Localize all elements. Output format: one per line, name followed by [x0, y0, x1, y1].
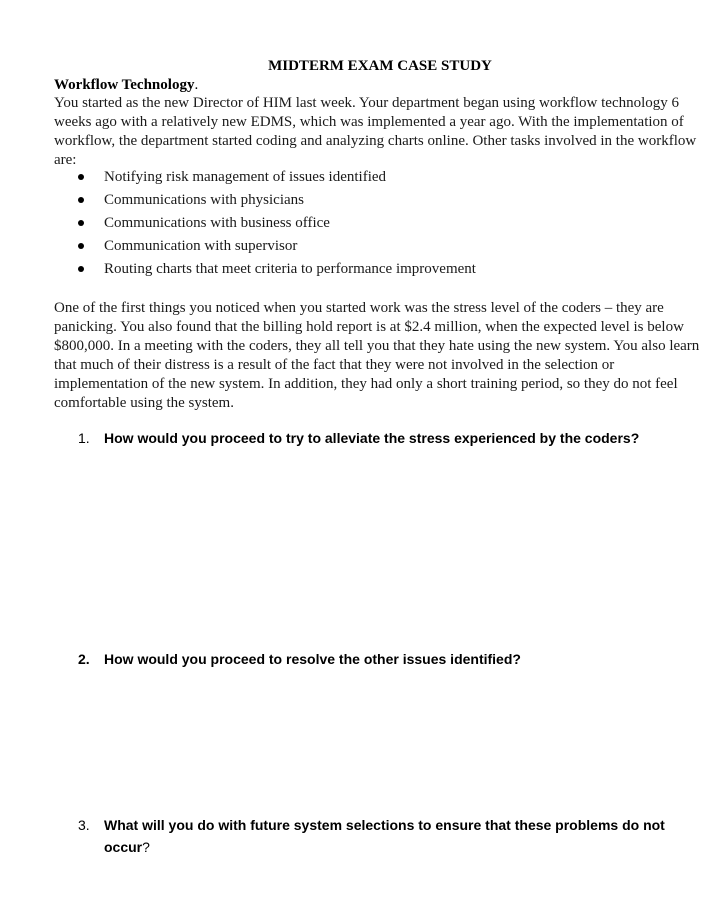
question-text: How would you proceed to try to alleviate the stress experienced by the coders? — [104, 430, 640, 446]
list-item-text: Communications with business office — [104, 215, 330, 231]
question-text: What will you do with future system selections to ensure that these problems do not occur — [104, 817, 665, 855]
workflow-task-list — [54, 168, 476, 283]
question-1 — [78, 427, 678, 449]
list-item-text: Routing charts that meet criteria to performance improvement — [104, 261, 476, 277]
list-item — [54, 168, 476, 191]
section-heading-suffix: . — [194, 77, 199, 93]
list-item — [54, 237, 476, 260]
case-paragraph — [54, 299, 708, 413]
list-item-text: Notifying risk management of issues identified — [104, 169, 387, 185]
case-text: One of the first things you noticed when you started work was the stress level of the coders – they are panicking. You also found that the billing hold report is at $2.4 million, when the expected level is below $800,000. In a meeting with the coders, they all tell you that they hate using the new system. You also learn that much of their distress is a result of the fact that they were not involved in the selection or implementation of the new system. In addition, they had only a short training period, so they do not feel comfortable using the system. — [54, 300, 700, 411]
question-text-wrap — [78, 814, 678, 858]
list-item — [54, 191, 476, 214]
question-3 — [78, 814, 678, 858]
question-number: 3. — [78, 817, 90, 833]
bullet-icon — [78, 243, 84, 249]
list-item-text: Communications with physicians — [104, 192, 304, 208]
question-2 — [78, 648, 678, 670]
list-item-text: Communication with supervisor — [104, 238, 298, 254]
bullet-icon — [78, 174, 84, 180]
bullet-icon — [78, 266, 84, 272]
question-mark: ? — [142, 839, 150, 855]
bullet-icon — [78, 220, 84, 226]
intro-paragraph — [54, 94, 704, 170]
question-number: 1. — [78, 430, 90, 446]
bullet-icon — [78, 197, 84, 203]
intro-text: You started as the new Director of HIM last week. Your department began using workflow technology 6 weeks ago with a relatively new EDMS, which was implemented a year ago. With the implementation of workflow, the department started coding and analyzing charts online. Other tasks involved in the workflow are: — [54, 95, 697, 168]
section-heading-text: Workflow Technology — [54, 77, 195, 93]
list-item — [54, 260, 476, 283]
section-heading — [54, 76, 198, 95]
page-title: MIDTERM EXAM CASE STUDY — [268, 58, 492, 74]
list-item — [54, 214, 476, 237]
question-number: 2. — [78, 651, 90, 667]
question-text: How would you proceed to resolve the other issues identified? — [104, 651, 521, 667]
